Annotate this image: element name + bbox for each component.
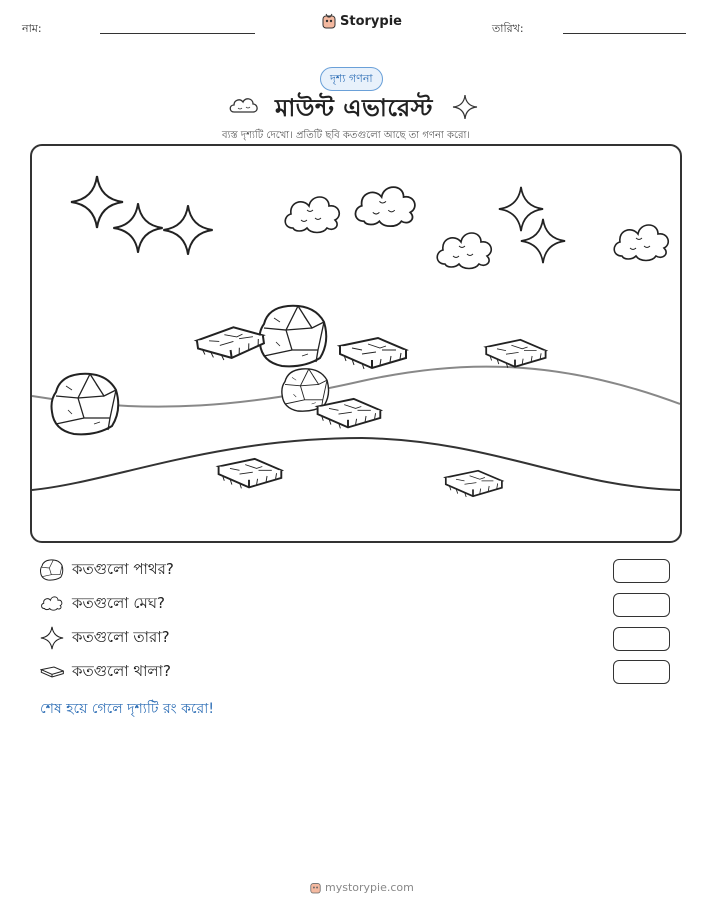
plate-icon [486,340,545,368]
activity-badge: দৃশ্য গণনা [320,67,383,91]
footer-url[interactable]: mystorypie.com [325,881,414,894]
answer-box-stars[interactable] [613,627,670,651]
cloud-icon [228,94,260,118]
question-text: কতগুলো থালা? [72,661,171,680]
plate-icon [340,338,406,369]
sparkle-star-icon [113,203,162,252]
cloud-icon [285,197,339,233]
plate-icon [318,399,381,428]
question-text: কতগুলো মেঘ? [72,593,166,612]
rock-icon [52,374,119,435]
question-row [40,659,171,685]
storypie-mascot-icon [322,13,336,29]
storypie-mascot-icon [310,881,321,894]
answer-box-plates[interactable] [613,660,670,684]
question-row [40,591,165,617]
rock-icon [40,558,64,582]
sparkle-star-icon [452,94,478,120]
rock-icon [260,306,327,367]
coloring-instruction: শেষ হয়ে গেলে দৃশ্যটি রং করো! [40,701,214,717]
sparkle-star-icon [71,176,123,228]
question-row [40,625,170,651]
date-line[interactable] [563,33,686,34]
question-text: কতগুলো পাথর? [72,559,174,578]
sparkle-star-icon [521,219,565,263]
name-line[interactable] [100,33,255,34]
brand-logo [322,13,402,29]
brand-name: Storypie [340,13,402,29]
instructions: ব্যস্ত দৃশ্যটি দেখো। প্রতিটি ছবি কতগুলো আছে তা গণনা করো। [222,130,470,141]
sparkle-star-icon [163,205,212,254]
cloud-icon [355,187,414,226]
answer-box-rocks[interactable] [613,559,670,583]
page-title: মাউন্ট এভারেস্ট [275,94,433,122]
plate-icon [196,323,266,363]
cloud-icon [437,233,491,269]
plate-icon [40,660,64,684]
footer-site [310,881,414,894]
sparkle-star-icon [499,187,543,231]
cloud-icon [614,225,668,261]
sparkle-star-icon [40,626,64,650]
question-text: কতগুলো তারা? [72,627,170,646]
plate-icon [446,471,502,497]
name-label: নাম: [22,22,42,35]
plate-icon [219,459,282,488]
cloud-icon [40,592,64,616]
question-row [40,557,174,583]
scene-illustration [32,146,680,541]
answer-box-clouds[interactable] [613,593,670,617]
date-label: তারিখ: [492,22,524,35]
scene-panel [30,144,682,543]
